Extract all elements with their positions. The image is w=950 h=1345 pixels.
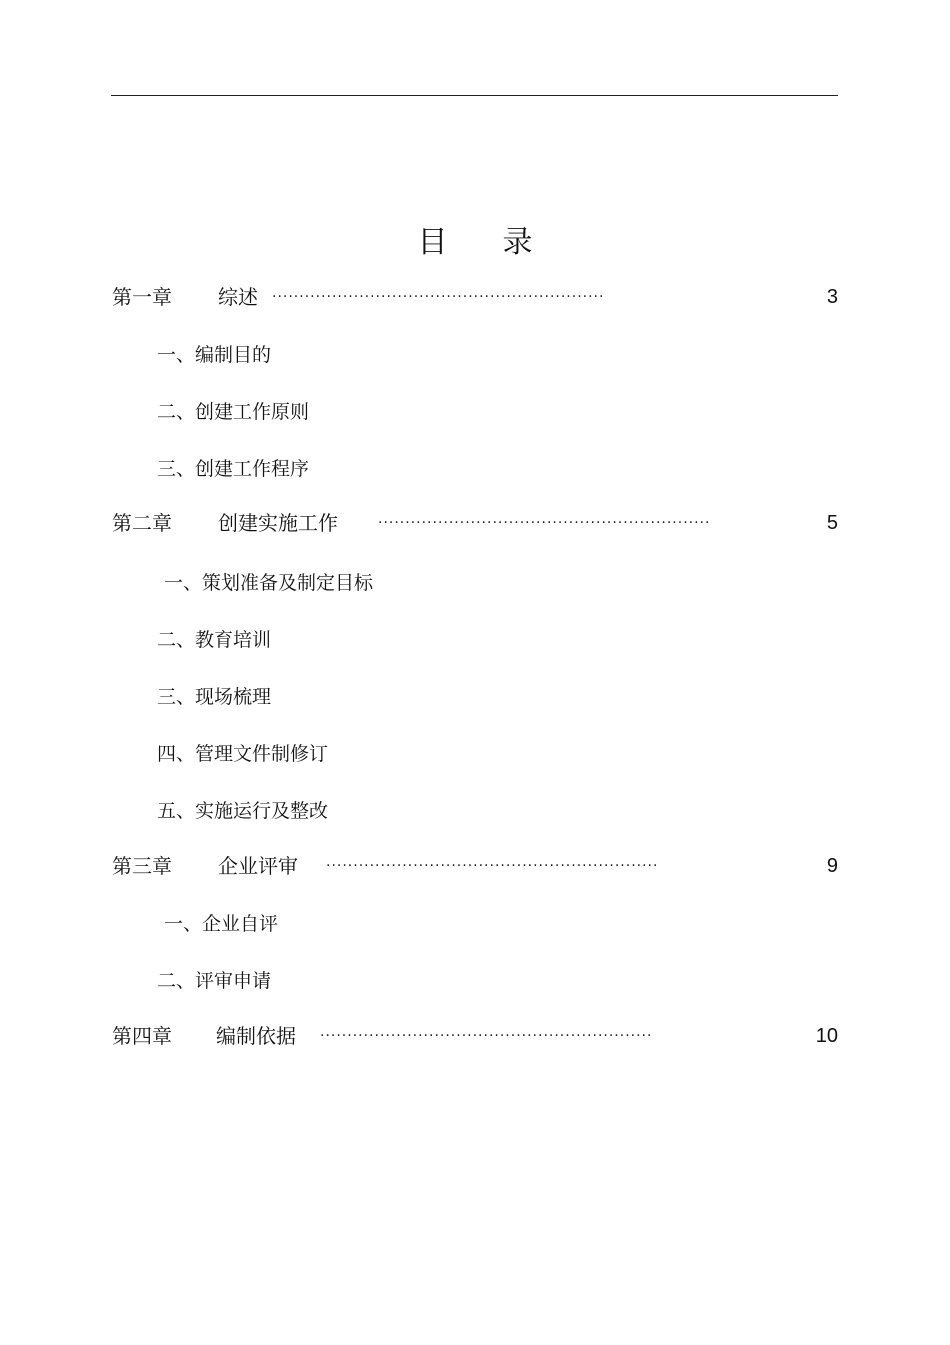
toc-chapter-row[interactable] [0,852,950,880]
chapter-number: 第一章 [112,285,172,309]
chapter-number: 第三章 [112,854,172,878]
toc-title-char-2: 录 [502,225,533,260]
chapter-number: 第二章 [112,511,172,535]
page-number: 9 [826,855,838,877]
page-number: 3 [826,286,838,308]
toc-section[interactable]: 二、评审申请 [157,970,272,992]
toc-title-char-1: 目 [417,225,448,260]
dot-leader: ····························································· [320,1028,653,1044]
chapter-title: 编制依据 [216,1024,296,1048]
dot-leader: ····························································· [272,289,605,305]
toc-section[interactable]: 三、现场梳理 [157,686,272,708]
page-number: 10 [815,1025,838,1047]
chapter-number: 第四章 [112,1024,172,1048]
chapter-title: 综述 [218,285,258,309]
toc-section[interactable]: 四、管理文件制修订 [157,743,329,765]
toc-section[interactable]: 一、策划准备及制定目标 [164,572,374,594]
toc-section[interactable]: 二、教育培训 [157,629,272,651]
toc-chapter-row[interactable] [0,509,950,537]
toc-section[interactable]: 一、企业自评 [164,913,279,935]
dot-leader: ····························································· [378,515,711,531]
toc-title [0,223,950,263]
toc-chapter-row[interactable] [0,1022,950,1050]
toc-chapter-row[interactable] [0,283,950,311]
toc-section[interactable]: 二、创建工作原则 [157,401,310,423]
chapter-title: 创建实施工作 [218,511,338,535]
toc-section[interactable]: 五、实施运行及整改 [157,800,329,822]
chapter-title: 企业评审 [218,854,298,878]
toc-section[interactable]: 三、创建工作程序 [157,458,310,480]
header-rule [111,95,838,96]
toc-section[interactable]: 一、编制目的 [157,344,272,366]
page-number: 5 [826,512,838,534]
dot-leader: ····························································· [326,858,659,874]
